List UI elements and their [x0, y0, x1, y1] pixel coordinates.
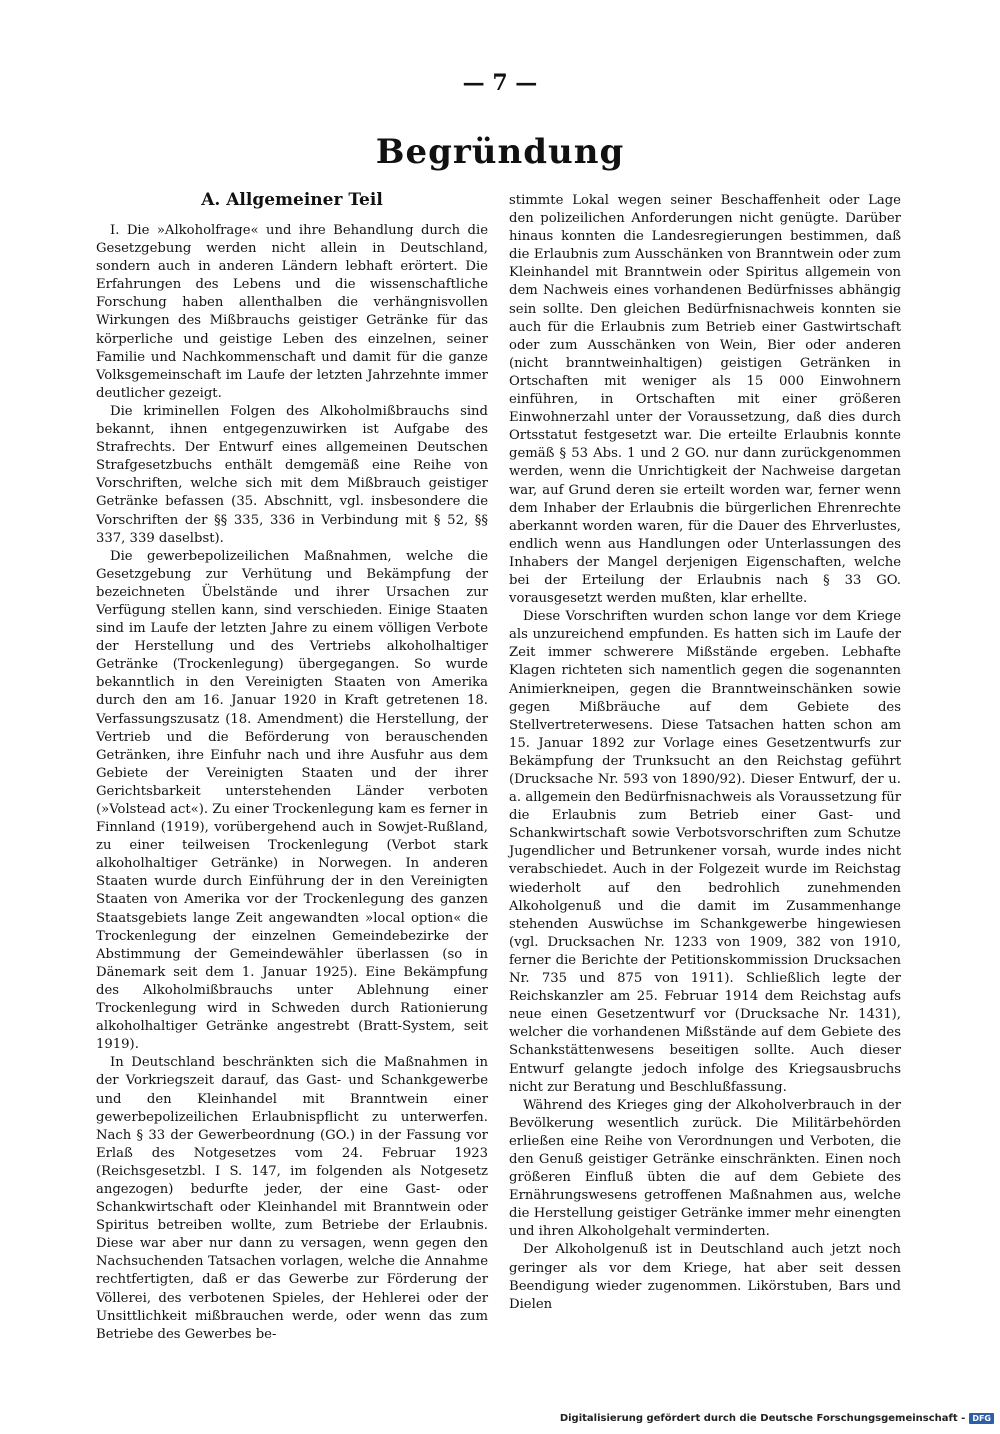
footer-text: Digitalisierung gefördert durch die Deutsche Forschungsgemeinschaft -: [559, 1413, 966, 1424]
paragraph: I. Die »Alkoholfrage« und ihre Behandlung durch die Gesetzgebung werden nicht allein in Deutschland, sondern auch in anderen Ländern lebhaft erörtert. Die Erfahrungen des Lebens und die wissenschaftliche Forschung haben allenthalben die verhängnisvollen Wirkungen des Mißbrauchs geistiger Getränke für das körperliche und geistige Leben des einzelnen, seiner Familie und Nachkommenschaft und damit für die ganze Volksgemeinschaft im Laufe der letzten Jahrzehnte immer deutlicher gezeigt.: [96, 223, 488, 401]
paragraph: In Deutschland beschränkten sich die Maßnahmen in der Vorkriegszeit darauf, das Gast- und Schankgewerbe und den Kleinhandel mit Branntwein einer gewerbepolizeilichen Erlaubnispflicht zu unterwerfen. Nach § 33 der Gewerbeordnung (GO.) in der Fassung vor Erlaß des Notgesetzes vom 24. Februar 1923 (Reichsgesetzbl. I S. 147, im folgenden als Notgesetz angezogen) bedurfte jeder, der eine Gast- oder Schankwirtschaft oder Kleinhandel mit Branntwein oder Spiritus betreiben wollte, zum Betriebe der Erlaubnis. Diese war aber nur dann zu versagen, wenn gegen den Nachsuchenden Tatsachen vorlagen, welche die Annahme rechtfertigten, daß er das Gewerbe zur Förderung der Völlerei, des verbotenen Spieles, der Hehlerei oder der Unsittlichkeit mißbrauchen werde, oder wenn das zum Betriebe des Gewerbes be-: [96, 1055, 488, 1342]
digitization-footer: [560, 1413, 994, 1424]
document-title: Begründung: [375, 132, 625, 172]
paragraph: Der Alkoholgenuß ist in Deutschland auch jetzt noch geringer als vor dem Kriege, hat aber seit dessen Beendigung wieder zugenommen. Likörstuben, Bars und Dielen: [509, 1242, 901, 1312]
right-column: [509, 192, 901, 1314]
section-heading: A. Allgemeiner Teil: [201, 190, 383, 210]
paragraph: Diese Vorschriften wurden schon lange vor dem Kriege als unzureichend empfunden. Es hatten sich im Laufe der Zeit immer schwerere Mißstände ergeben. Lebhafte Klagen richteten sich namentlich gegen die sogenannten Animierkneipen, gegen die Branntweinschänken sowie gegen Mißbräuche auf dem Gebiete des Stellvertreterwesens. Diese Tatsachen hatten schon am 15. Januar 1892 zur Vorlage eines Gesetzentwurfs zur Bekämpfung der Trunksucht an den Reichstag geführt (Drucksache Nr. 593 von 1890/92). Dieser Entwurf, der u. a. allgemein den Bedürfnisnachweis als Voraussetzung für die Erlaubnis zum Betrieb einer Gast- und Schankwirtschaft sowie Verbotsvorschriften zum Schutze Jugendlicher und Betrunkener vorsah, wurde indes nicht verabschiedet. Auch in der Folgezeit wurde im Reichstag wiederholt auf den bedrohlich zunehmenden Alkoholgenuß und die damit im Zusammenhange stehenden Auswüchse im Schankgewerbe hingewiesen (vgl. Drucksachen Nr. 1233 von 1909, 382 von 1910, ferner die Berichte der Petitionskommission Drucksachen Nr. 735 und 875 von 1911). Schließlich legte der Reichskanzler am 25. Februar 1914 dem Reichstag aufs neue einen Gesetzentwurf vor (Drucksache Nr. 1431), welcher die vorhandenen Mißstände auf dem Gebiete des Schankstättenwesens beseitigen sollte. Auch dieser Entwurf gelangte jedoch infolge des Kriegsausbruchs nicht zur Beratung und Beschlußfassung.: [509, 609, 901, 1095]
paragraph: stimmte Lokal wegen seiner Beschaffenheit oder Lage den polizeilichen Anforderungen nicht genügte. Darüber hinaus konnten die Landesregierungen bestimmen, daß die Erlaubnis zum Ausschänken von Branntwein oder zum Kleinhandel mit Branntwein oder Spiritus allgemein von dem Nachweis eines vorhandenen Bedürfnisses abhängig sein sollte. Den gleichen Bedürfnisnachweis konnten sie auch für die Erlaubnis zum Betrieb einer Gastwirtschaft oder zum Ausschänken von Wein, Bier oder anderen (nicht branntweinhaltigen) geistigen Getränken in Ortschaften mit weniger als 15 000 Einwohnern einführen, in Ortschaften mit einer größeren Einwohnerzahl unter der Voraussetzung, daß dies durch Ortsstatut festgesetzt war. Die erteilte Erlaubnis konnte gemäß § 53 Abs. 1 und 2 GO. nur dann zurückgenommen werden, wenn die Unrichtigkeit der Nachweise dargetan war, auf Grund deren sie erteilt worden war, ferner wenn dem Inhaber der Erlaubnis die bürgerlichen Ehrenrechte aberkannt worden waren, für die Dauer des Ehrverlustes, endlich wenn aus Handlungen oder Unterlassungen des Inhabers der Mangel derjenigen Eigenschaften, welche bei der Erteilung der Erlaubnis nach § 33 GO. vorausgesetzt werden mußten, klar erhellte.: [509, 193, 901, 607]
paragraph: Die kriminellen Folgen des Alkoholmißbrauchs sind bekannt, ihnen entgegenzuwirken ist Aufgabe des Strafrechts. Der Entwurf eines allgemeinen Deutschen Strafgesetzbuchs enthält demgemäß eine Reihe von Vorschriften, welche sich mit dem Mißbrauch geistiger Getränke befassen (35. Abschnitt, vgl. insbesondere die Vorschriften der §§ 335, 336 in Verbindung mit § 52, §§ 337, 339 daselbst).: [96, 403, 488, 546]
left-column: [96, 190, 488, 1344]
page-number: — 7 —: [462, 70, 538, 96]
paragraph: Die gewerbepolizeilichen Maßnahmen, welche die Gesetzgebung zur Verhütung und Bekämpfung der bezeichneten Übelstände und ihrer Ursachen zur Verfügung stellen kann, sind verschieden. Einige Staaten sind im Laufe der letzten Jahre zu einem völligen Verbote der Herstellung und des Vertriebs alkoholhaltiger Getränke (Trockenlegung) übergegangen. So wurde bekanntlich in den Vereinigten Staaten von Amerika durch den am 16. Januar 1920 in Kraft getretenen 18. Verfassungszusatz (18. Amendment) die Herstellung, der Vertrieb und die Beförderung von berauschenden Getränken, ihre Einfuhr nach und ihre Ausfuhr aus dem Gebiete der Vereinigten Staaten und der ihrer Gerichtsbarkeit unterstehenden Länder verboten (»Volstead act«). Zu einer Trockenlegung kam es ferner in Finnland (1919), vorübergehend auch in Sowjet-Rußland, zu einer teilweisen Trockenlegung (Verbot stark alkoholhaltiger Getränke) in Norwegen. In anderen Staaten wurde durch Einführung der in den Vereinigten Staaten von Amerika vor der Trockenlegung des ganzen Staatsgebiets lange Zeit angewandten »local option« die Trockenlegung der einzelnen Gemeindebezirke der Abstimmung der Gemeindewähler überlassen (so in Dänemark seit dem 1. Januar 1925). Eine Bekämpfung des Alkoholmißbrauchs unter Ablehnung einer Trockenlegung wird in Schweden durch Rationierung alkoholhaltiger Getränke angestrebt (Bratt-System, seit 1919).: [96, 548, 488, 1053]
dfg-logo: DFG: [969, 1413, 994, 1424]
paragraph: Während des Krieges ging der Alkoholverbrauch in der Bevölkerung wesentlich zurück. Die Militärbehörden erließen eine Reihe von Verordnungen und Verboten, die den Genuß geistiger Getränke einschränkten. Einen noch größeren Einfluß übten die auf dem Gebiete des Ernährungswesens getroffenen Maßnahmen aus, welche die Herstellung geistiger Getränke immer mehr einengten und ihren Alkoholgehalt verminderten.: [509, 1097, 901, 1240]
